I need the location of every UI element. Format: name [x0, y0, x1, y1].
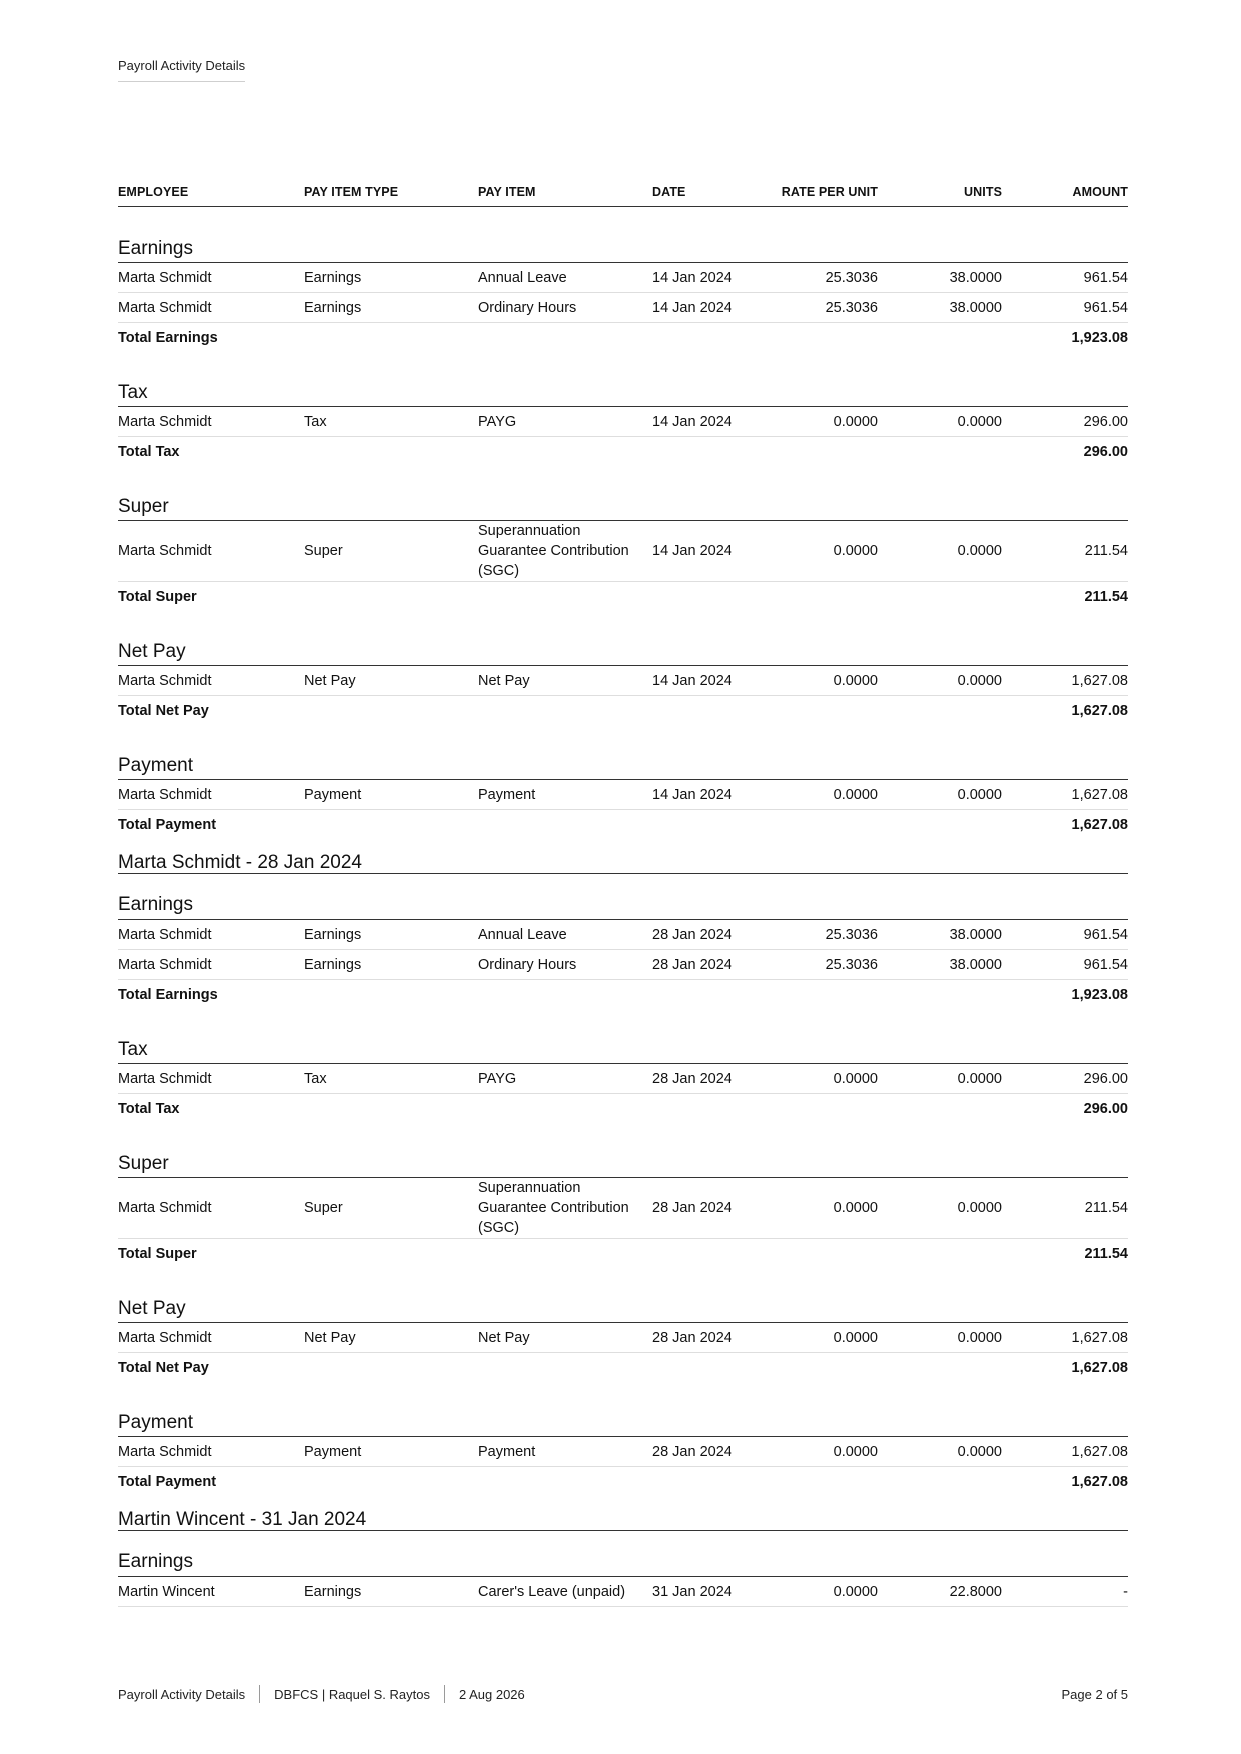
- cell-amount: 211.54: [1084, 1200, 1128, 1216]
- cell-employee: Marta Schmidt: [118, 1070, 212, 1087]
- column-header-pay-item: PAY ITEM: [478, 185, 536, 199]
- total-row: [118, 1467, 1128, 1497]
- footer-organisation: DBFCS | Raquel S. Raytos: [274, 1686, 430, 1702]
- cell-amount: 961.54: [1083, 269, 1128, 286]
- cell-employee: Marta Schmidt: [118, 1200, 212, 1216]
- column-header-amount: AMOUNT: [1072, 185, 1128, 199]
- total-row: [118, 1353, 1128, 1383]
- footer-divider: [444, 1685, 445, 1703]
- section-title: Earnings: [118, 1531, 1128, 1577]
- section-title: Payment: [118, 1383, 1128, 1437]
- cell-pay-item-type: Super: [304, 1200, 343, 1216]
- cell-employee: Marta Schmidt: [118, 269, 212, 286]
- cell-rate-per-unit: 0.0000: [833, 786, 878, 803]
- cell-units: 0.0000: [957, 413, 1002, 430]
- total-label: Total Payment: [118, 817, 217, 833]
- cell-rate-per-unit: 0.0000: [833, 543, 878, 559]
- cell-employee: Marta Schmidt: [118, 672, 212, 689]
- total-row: [118, 582, 1128, 612]
- cell-pay-item-type: Net Pay: [304, 672, 356, 689]
- section-title: Payment: [118, 726, 1128, 780]
- total-amount: 1,627.08: [1071, 1360, 1128, 1376]
- cell-pay-item-type: Tax: [304, 413, 327, 430]
- cell-employee: Martin Wincent: [118, 1583, 215, 1600]
- cell-units: 0.0000: [957, 1070, 1002, 1087]
- table-row: [118, 521, 1128, 582]
- column-header-units: UNITS: [964, 185, 1002, 199]
- cell-employee: Marta Schmidt: [118, 926, 212, 943]
- cell-amount: 961.54: [1083, 956, 1128, 973]
- cell-pay-item-type: Payment: [304, 1443, 362, 1460]
- column-header-employee: EMPLOYEE: [118, 185, 189, 199]
- cell-employee: Marta Schmidt: [118, 956, 212, 973]
- cell-date: 28 Jan 2024: [652, 1329, 732, 1346]
- column-header-pay-item-type: PAY ITEM TYPE: [304, 185, 399, 199]
- total-amount: 1,627.08: [1071, 703, 1128, 719]
- total-row: [118, 810, 1128, 840]
- cell-employee: Marta Schmidt: [118, 1443, 212, 1460]
- cell-pay-item: Superannuation Guarantee Contribution (SGC): [478, 1180, 629, 1236]
- cell-rate-per-unit: 25.3036: [825, 956, 878, 973]
- cell-rate-per-unit: 0.0000: [833, 1070, 878, 1087]
- total-amount: 1,923.08: [1071, 987, 1128, 1003]
- cell-pay-item-type: Earnings: [304, 956, 362, 973]
- cell-date: 28 Jan 2024: [652, 1200, 732, 1216]
- cell-amount: 211.54: [1084, 543, 1128, 559]
- total-label: Total Earnings: [118, 987, 218, 1003]
- cell-date: 14 Jan 2024: [652, 672, 732, 689]
- section-title: Earnings: [118, 207, 1128, 263]
- table-row: [118, 1437, 1128, 1467]
- cell-pay-item-type: Earnings: [304, 299, 362, 316]
- cell-amount: 1,627.08: [1071, 672, 1128, 689]
- cell-rate-per-unit: 25.3036: [825, 926, 878, 943]
- page-header-title: Payroll Activity Details: [118, 58, 245, 82]
- table-row: [118, 1064, 1128, 1094]
- cell-rate-per-unit: 0.0000: [833, 1443, 878, 1460]
- total-label: Total Tax: [118, 1101, 180, 1117]
- total-amount: 211.54: [1084, 589, 1128, 605]
- table-row: [118, 1178, 1128, 1239]
- cell-employee: Marta Schmidt: [118, 543, 212, 559]
- cell-amount: 296.00: [1083, 1070, 1128, 1087]
- section-title: Net Pay: [118, 612, 1128, 666]
- cell-pay-item: PAYG: [478, 413, 517, 430]
- group-title: Marta Schmidt - 28 Jan 2024: [118, 840, 1128, 874]
- cell-date: 28 Jan 2024: [652, 1443, 732, 1460]
- cell-pay-item-type: Earnings: [304, 269, 362, 286]
- column-header-date: DATE: [652, 185, 686, 199]
- table-row: [118, 780, 1128, 810]
- cell-employee: Marta Schmidt: [118, 1329, 212, 1346]
- cell-pay-item-type: Super: [304, 543, 343, 559]
- cell-units: 0.0000: [957, 1329, 1002, 1346]
- cell-amount: 1,627.08: [1071, 1443, 1128, 1460]
- cell-rate-per-unit: 0.0000: [833, 1329, 878, 1346]
- total-label: Total Tax: [118, 444, 180, 460]
- cell-rate-per-unit: 25.3036: [825, 269, 878, 286]
- cell-units: 0.0000: [957, 1200, 1002, 1216]
- cell-pay-item: Carer's Leave (unpaid): [478, 1583, 626, 1600]
- total-label: Total Earnings: [118, 330, 218, 346]
- cell-amount: 1,627.08: [1071, 786, 1128, 803]
- total-label: Total Net Pay: [118, 703, 209, 719]
- section-title: Super: [118, 1124, 1128, 1178]
- footer-date: 2 Aug 2026: [458, 1686, 525, 1702]
- cell-rate-per-unit: 25.3036: [825, 299, 878, 316]
- cell-rate-per-unit: 0.0000: [833, 1200, 878, 1216]
- cell-date: 28 Jan 2024: [652, 1070, 732, 1087]
- footer-report-name: Payroll Activity Details: [118, 1686, 246, 1702]
- cell-amount: 1,627.08: [1071, 1329, 1128, 1346]
- cell-pay-item: Ordinary Hours: [478, 956, 577, 973]
- cell-date: 31 Jan 2024: [652, 1583, 732, 1600]
- footer-page-number: Page 2 of 5: [1061, 1686, 1128, 1702]
- cell-pay-item: Ordinary Hours: [478, 299, 577, 316]
- cell-pay-item-type: Tax: [304, 1070, 327, 1087]
- cell-units: 0.0000: [957, 672, 1002, 689]
- cell-units: 38.0000: [949, 956, 1002, 973]
- table-row: [118, 263, 1128, 293]
- table-row: [118, 293, 1128, 323]
- table-row: [118, 407, 1128, 437]
- cell-employee: Marta Schmidt: [118, 786, 212, 803]
- cell-pay-item-type: Net Pay: [304, 1329, 356, 1346]
- cell-pay-item: PAYG: [478, 1070, 517, 1087]
- page-footer: [118, 1685, 1128, 1703]
- cell-amount: 961.54: [1083, 926, 1128, 943]
- column-header-row: [118, 178, 1128, 207]
- total-amount: 211.54: [1084, 1246, 1128, 1262]
- table-row: [118, 666, 1128, 696]
- cell-units: 38.0000: [949, 269, 1002, 286]
- total-label: Total Super: [118, 589, 197, 605]
- group-title: Martin Wincent - 31 Jan 2024: [118, 1497, 1128, 1531]
- table-row: [118, 950, 1128, 980]
- total-label: Total Super: [118, 1246, 197, 1262]
- cell-amount: -: [1123, 1583, 1128, 1600]
- cell-employee: Marta Schmidt: [118, 413, 212, 430]
- total-amount: 296.00: [1083, 444, 1128, 460]
- cell-units: 0.0000: [957, 786, 1002, 803]
- cell-pay-item: Payment: [478, 1443, 536, 1460]
- cell-pay-item: Net Pay: [478, 1329, 530, 1346]
- cell-pay-item: Annual Leave: [478, 269, 567, 286]
- table-row: [118, 1323, 1128, 1353]
- section-title: Earnings: [118, 874, 1128, 920]
- table-row: [118, 1577, 1128, 1607]
- section-title: Net Pay: [118, 1269, 1128, 1323]
- payroll-report-table: [118, 178, 1128, 1607]
- cell-date: 28 Jan 2024: [652, 926, 732, 943]
- cell-units: 38.0000: [949, 299, 1002, 316]
- cell-units: 0.0000: [957, 1443, 1002, 1460]
- cell-units: 0.0000: [957, 543, 1002, 559]
- cell-units: 22.8000: [949, 1583, 1002, 1600]
- total-amount: 296.00: [1083, 1101, 1128, 1117]
- cell-amount: 296.00: [1083, 413, 1128, 430]
- report-body: [118, 207, 1128, 1607]
- total-label: Total Net Pay: [118, 1360, 209, 1376]
- cell-rate-per-unit: 0.0000: [833, 1583, 878, 1600]
- cell-date: 14 Jan 2024: [652, 269, 732, 286]
- cell-employee: Marta Schmidt: [118, 299, 212, 316]
- total-amount: 1,923.08: [1071, 330, 1128, 346]
- section-title: Tax: [118, 1010, 1128, 1064]
- total-row: [118, 1239, 1128, 1269]
- cell-date: 14 Jan 2024: [652, 543, 732, 559]
- total-amount: 1,627.08: [1071, 817, 1128, 833]
- total-row: [118, 323, 1128, 353]
- cell-date: 28 Jan 2024: [652, 956, 732, 973]
- cell-date: 14 Jan 2024: [652, 413, 732, 430]
- cell-pay-item: Superannuation Guarantee Contribution (SGC): [478, 523, 629, 579]
- cell-pay-item-type: Payment: [304, 786, 362, 803]
- cell-amount: 961.54: [1083, 299, 1128, 316]
- total-amount: 1,627.08: [1071, 1474, 1128, 1490]
- cell-pay-item: Net Pay: [478, 672, 530, 689]
- column-header-rate-per-unit: RATE PER UNIT: [781, 185, 878, 199]
- total-row: [118, 980, 1128, 1010]
- section-title: Tax: [118, 353, 1128, 407]
- cell-rate-per-unit: 0.0000: [833, 413, 878, 430]
- cell-pay-item-type: Earnings: [304, 1583, 362, 1600]
- table-row: [118, 920, 1128, 950]
- cell-units: 38.0000: [949, 926, 1002, 943]
- section-title: Super: [118, 467, 1128, 521]
- cell-pay-item: Annual Leave: [478, 926, 567, 943]
- cell-pay-item-type: Earnings: [304, 926, 362, 943]
- cell-rate-per-unit: 0.0000: [833, 672, 878, 689]
- total-label: Total Payment: [118, 1474, 217, 1490]
- footer-divider: [259, 1685, 260, 1703]
- total-row: [118, 696, 1128, 726]
- cell-pay-item: Payment: [478, 786, 536, 803]
- cell-date: 14 Jan 2024: [652, 786, 732, 803]
- total-row: [118, 1094, 1128, 1124]
- total-row: [118, 437, 1128, 467]
- cell-date: 14 Jan 2024: [652, 299, 732, 316]
